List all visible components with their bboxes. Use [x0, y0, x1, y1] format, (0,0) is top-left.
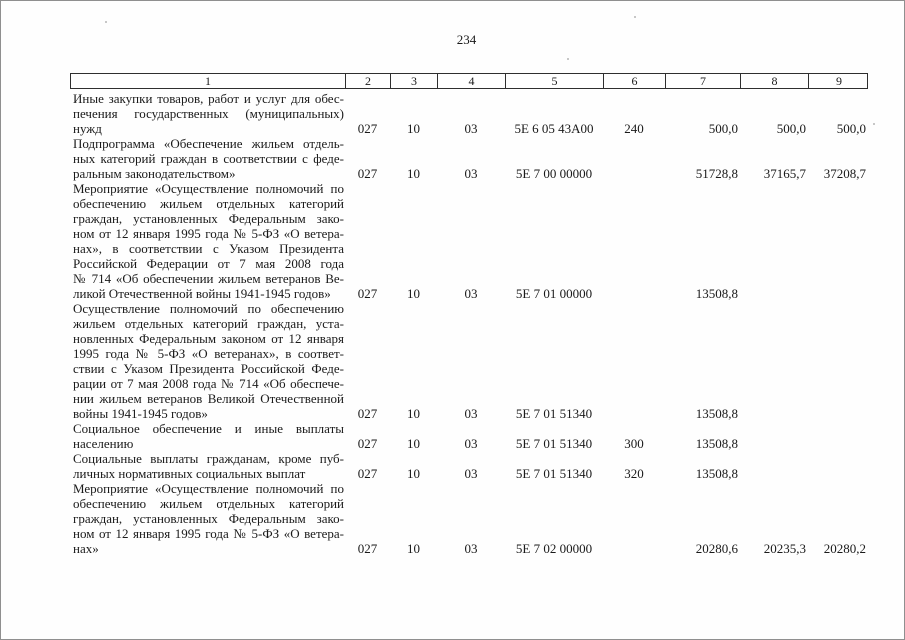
description-line: ральным законодательством»: [73, 166, 236, 181]
description-line: печения государственных (муниципальных): [73, 106, 344, 121]
cell-target-article: 5Е 6 05 43А00: [514, 121, 594, 136]
row-description: [70, 136, 345, 181]
description-line: ном от 12 января 1995 года № 5-ФЗ «О ветера-: [73, 526, 344, 541]
cell-amount-3: 500,0: [836, 121, 866, 136]
table-row: [70, 451, 868, 481]
description-line: новленных Федеральным законом от 12 января: [73, 331, 344, 346]
header-cell: 4: [438, 74, 506, 88]
header-cell: 5: [506, 74, 604, 88]
scan-speck: [873, 123, 875, 125]
cell-target-article: 5Е 7 01 00000: [515, 286, 593, 301]
cell-amount-2: [740, 181, 808, 301]
description-line: войны 1941-1945 годов»: [73, 406, 208, 421]
cell-subsection: 03: [464, 541, 478, 556]
description-line: нах»: [73, 541, 99, 556]
description-line: граждан, установленных Федеральным зако-: [73, 211, 344, 226]
description-line: рации от 7 мая 2008 года № 714 «Об обеспече-: [73, 376, 344, 391]
cell-amount-1: 13508,8: [695, 406, 738, 421]
cell-subsection: 03: [464, 406, 478, 421]
cell-grbs: 027: [357, 121, 378, 136]
table-row: [70, 136, 868, 181]
description-line: Мероприятие «Осуществление полномочий по: [73, 481, 344, 496]
cell-target-article: 5Е 7 01 51340: [515, 466, 593, 481]
cell-subsection: 03: [464, 286, 478, 301]
row-description: [70, 301, 345, 421]
description-line: Осуществление полномочий по обеспечению: [73, 301, 344, 316]
description-line: Социальные выплаты гражданам, кроме пуб-: [73, 451, 344, 466]
cell-section: 10: [407, 541, 420, 556]
description-line: Мероприятие «Осуществление полномочий по: [73, 181, 344, 196]
header-cell: 7: [666, 74, 741, 88]
table-row: [70, 181, 868, 301]
scan-speck: [105, 21, 107, 23]
cell-subsection: 03: [464, 436, 478, 451]
cell-amount-1: 20280,6: [695, 541, 738, 556]
cell-expense-type: [603, 181, 665, 301]
cell-amount-1: 13508,8: [695, 466, 738, 481]
cell-section: 10: [407, 436, 420, 451]
cell-section: 10: [407, 286, 420, 301]
row-description: [70, 181, 345, 301]
description-line: личных нормативных социальных выплат: [73, 466, 306, 481]
description-line: Иные закупки товаров, работ и услуг для обес-: [73, 91, 344, 106]
cell-subsection: 03: [464, 121, 478, 136]
cell-target-article: 5Е 7 00 00000: [515, 166, 593, 181]
description-line: ных категорий граждан в соответствии с феде-: [73, 151, 344, 166]
cell-expense-type: [603, 301, 665, 421]
cell-amount-2: [740, 301, 808, 421]
description-line: Социальное обеспечение и иные выплаты: [73, 421, 344, 436]
cell-expense-type: [603, 481, 665, 556]
table-row: [70, 421, 868, 451]
cell-grbs: 027: [357, 466, 378, 481]
table-body: [70, 91, 868, 556]
description-line: нужд: [73, 121, 102, 136]
cell-section: 10: [407, 121, 420, 136]
cell-amount-3: 37208,7: [823, 166, 866, 181]
cell-expense-type: 240: [624, 121, 644, 136]
cell-amount-3: [808, 301, 868, 421]
cell-amount-1: 51728,8: [695, 166, 738, 181]
header-cell: 8: [741, 74, 809, 88]
header-cell: 6: [604, 74, 666, 88]
description-line: нии жильем ветеранов Великой Отечественной: [73, 391, 344, 406]
description-line: Российской Федерации от 7 мая 2008 года: [73, 256, 344, 271]
description-line: ликой Отечественной войны 1941-1945 годов»: [73, 286, 331, 301]
cell-grbs: 027: [357, 406, 378, 421]
cell-target-article: 5Е 7 02 00000: [515, 541, 593, 556]
description-line: обеспечению жильем отдельных категорий: [73, 496, 344, 511]
cell-amount-3: [808, 451, 868, 481]
header-cell: 1: [71, 74, 346, 88]
cell-grbs: 027: [357, 166, 378, 181]
cell-amount-2: 500,0: [776, 121, 806, 136]
cell-amount-3: [808, 181, 868, 301]
cell-amount-1: 13508,8: [695, 436, 738, 451]
scan-speck: [634, 16, 636, 18]
description-line: ном от 12 января 1995 года № 5-ФЗ «О ветера-: [73, 226, 344, 241]
cell-grbs: 027: [357, 286, 378, 301]
header-cell: 9: [836, 74, 842, 88]
description-line: жильем отдельных категорий граждан, уста-: [73, 316, 344, 331]
cell-expense-type: 300: [624, 436, 644, 451]
description-line: № 714 «Об обеспечении жильем ветеранов Ве-: [73, 271, 344, 286]
cell-amount-1: 500,0: [708, 121, 738, 136]
table-row: [70, 481, 868, 556]
budget-table: [70, 73, 868, 556]
cell-amount-3: 20280,2: [823, 541, 866, 556]
cell-section: 10: [407, 406, 420, 421]
row-description: [70, 481, 345, 556]
header-cell: 2: [346, 74, 391, 88]
table-row: [70, 91, 868, 136]
description-line: населению: [73, 436, 134, 451]
cell-grbs: 027: [357, 436, 378, 451]
description-line: ствии с Указом Президента Российской Феде-: [73, 361, 344, 376]
cell-amount-3: [808, 421, 868, 451]
scan-speck: [567, 58, 569, 60]
table-row: [70, 301, 868, 421]
cell-expense-type: 320: [624, 466, 644, 481]
description-line: граждан, установленных Федеральным зако-: [73, 511, 344, 526]
header-cell: 3: [391, 74, 438, 88]
cell-expense-type: [603, 136, 665, 181]
cell-grbs: 027: [357, 541, 378, 556]
description-line: 1995 года № 5-ФЗ «О ветеранах», в соответ-: [73, 346, 344, 361]
cell-amount-1: 13508,8: [695, 286, 738, 301]
cell-amount-2: [740, 451, 808, 481]
row-description: [70, 421, 345, 451]
cell-subsection: 03: [464, 166, 478, 181]
cell-amount-2: 37165,7: [763, 166, 806, 181]
table-header: [70, 73, 868, 89]
cell-section: 10: [407, 466, 420, 481]
row-description: [70, 91, 345, 136]
cell-subsection: 03: [464, 466, 478, 481]
cell-section: 10: [407, 166, 420, 181]
cell-target-article: 5Е 7 01 51340: [515, 436, 593, 451]
row-description: [70, 451, 345, 481]
description-line: нах», в соответствии с Указом Президента: [73, 241, 344, 256]
page-number: 234: [456, 32, 477, 47]
description-line: обеспечению жильем отдельных категорий: [73, 196, 344, 211]
cell-amount-2: 20235,3: [763, 541, 806, 556]
description-line: Подпрограмма «Обеспечение жильем отдель-: [73, 136, 344, 151]
cell-target-article: 5Е 7 01 51340: [515, 406, 593, 421]
cell-amount-2: [740, 421, 808, 451]
